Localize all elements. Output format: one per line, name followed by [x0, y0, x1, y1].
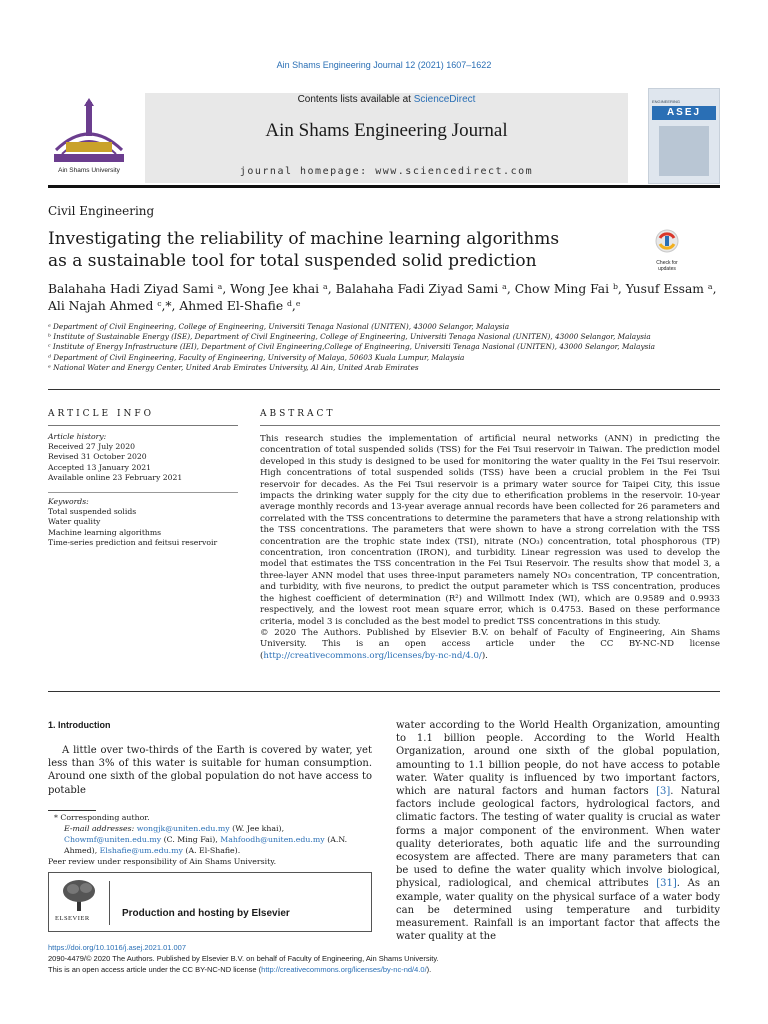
oa-tail: ).	[426, 965, 432, 974]
license-tail: ).	[481, 650, 488, 661]
citation-link[interactable]: [3]	[656, 786, 671, 798]
abstract-text: This research studies the implementation of artificial neural networks (ANN) in predicting the concentration of total suspended solids (TSS) for the Fei Tsui reservoir in Taiwan. The prediction model developed in this study is designed to be used for monitoring the water quality in the Fei Tsui reservoir. High concentrations of total suspended solids (TSS) have been a crucial problem in the Fei Tsui reservoir for decades. As the Fei Tsui reservoir is a primary water source for Taipei City, this issue impacts the drinking water supply for the city due to etherification problems in the reservoir. 10-year average monthly records and 13-year average annual records have been collected for 26 parameters and correlated with the TSS concentrations to determine the parameters that have a strong relationship with the TSS concentrations. The parameters that were shown to have a strong correlation with the TSS concentration are the trophic state index (TSI), nitrate (NO₃) concentration, total phosphorous (TP) concentration, iron concentration (IRON), and turbidity. Linear regression was used to develop the model that estimates the TSS concentration in the Fei Tsui Reservoir. The results show that model 3, a three-layer ANN model that uses three-input parameters namely NO₃ concentration, TP concentration, and turbidity, with five neurons, to predict the output parameter which is TSS concentration, produces the highest coefficient of determination (R²) and Willmott Index (WI), which are 0.9589 and 0.9933 respectively, and the lowest root mean square error, which is 0.4753. Based on these performance criteria, model 3 is concluded as the best model to predict TSS concentrations in this study.	[260, 434, 720, 627]
crossmark-icon	[648, 228, 686, 256]
history-item: Available online 23 February 2021	[48, 472, 183, 482]
email-line	[48, 823, 372, 856]
journal-title: Ain Shams Engineering Journal	[265, 120, 508, 141]
email-owner: (C. Ming Fai),	[161, 835, 221, 844]
email-link[interactable]: wongjk@uniten.edu.my	[136, 824, 230, 833]
divider	[48, 691, 720, 692]
journal-cover	[648, 88, 720, 184]
cover-image	[659, 126, 709, 176]
article-info-heading: ARTICLE INFO	[48, 409, 155, 419]
intro-text: water according to the World Health Organization, amounting to 1.1 billion people. According to the World Health Organization, around one sixth of the global population, amounting to 1.1 billion people, do not have access to potable water. Water quality is influenced by two important factors, which are natural factors and human factors	[396, 720, 720, 798]
university-logo	[46, 98, 132, 178]
email-owner: (A.N. Ahmed),	[64, 835, 348, 855]
logo-caption: Ain Shams University	[58, 167, 120, 174]
journal-reference[interactable]: Ain Shams Engineering Journal 12 (2021) 1607–1622	[276, 60, 492, 70]
email-link[interactable]: Mahfoodh@uniten.edu.my	[220, 835, 325, 844]
intro-text: . Natural factors include geological factors, hydrological factors, and climatic factors. The testing of water quality is crucial as water forms a major component of the environment. When water quality deteriorates, both aquatic life and the surrounding ecosystem are affected. There are many parameters that can be used to define the water quality which involve biological, physical, radiological, and chemical attributes	[396, 786, 721, 890]
doi-link[interactable]: https://doi.org/10.1016/j.asej.2021.01.007	[48, 943, 187, 952]
abstract-heading: ABSTRACT	[260, 409, 336, 419]
bottom-matter	[48, 942, 720, 975]
email-link[interactable]: Elshafie@um.edu.my	[99, 846, 183, 855]
corresponding-note: * Corresponding author.	[54, 813, 150, 822]
title-line-2: as a sustainable tool for total suspended solid prediction	[48, 251, 537, 271]
issn-line: 2090-4479/© 2020 The Authors. Published by Elsevier B.V. on behalf of Faculty of Engineering, Ain Shams University.	[48, 954, 439, 963]
contents-prefix: Contents lists available at	[297, 94, 414, 105]
history-item: Received 27 July 2020	[48, 442, 135, 452]
divider	[260, 425, 720, 426]
sciencedirect-link[interactable]: ScienceDirect	[413, 94, 476, 105]
footnotes	[48, 812, 372, 867]
contents-line	[145, 94, 628, 105]
license-link[interactable]: http://creativecommons.org/licenses/by-nc-nd/4.0/	[263, 650, 482, 661]
email-label: E-mail addresses:	[64, 824, 137, 833]
journal-homepage[interactable]: journal homepage: www.sciencedirect.com	[239, 166, 534, 177]
crossmark-label: Check for updates	[656, 260, 678, 272]
intro-paragraph: A little over two-thirds of the Earth is covered by water, yet less than 3% of this water is suitable for human consumption. Around one sixth of the global population do not have access to potable	[48, 745, 372, 796]
divider	[48, 492, 238, 493]
elsevier-box	[48, 872, 372, 932]
author-list	[48, 281, 720, 315]
history-label: Article history:	[48, 432, 107, 441]
keyword-item: Time-series prediction and feitsui reservoir	[48, 537, 218, 547]
affiliation-e: ᵉ National Water and Energy Center, United Arab Emirates University, Al Ain, United Arab Emirates	[48, 362, 419, 372]
elsevier-wordmark: ELSEVIER	[55, 915, 90, 922]
article-info	[48, 432, 238, 548]
keyword-item: Water quality	[48, 517, 101, 527]
peer-review-note: Peer review under responsibility of Ain Shams University.	[48, 857, 277, 866]
authors-line-2: Ali Najah Ahmed ᶜ,*, Ahmed El-Shafie ᵈ,ᵉ	[48, 299, 301, 313]
license-link[interactable]: http://creativecommons.org/licenses/by-nc-nd/4.0/	[261, 965, 427, 974]
email-link[interactable]: Chowmf@uniten.edu.my	[64, 835, 162, 844]
oa-prefix: This is an open access article under the CC BY-NC-ND license (	[48, 965, 262, 974]
affiliation-d: ᵈ Department of Civil Engineering, Faculty of Engineering, University of Malaya, 50603 Kuala Lumpur, Malaysia	[48, 352, 465, 362]
production-text: Production and hosting by Elsevier	[122, 908, 290, 919]
oa-line	[48, 964, 720, 975]
header-rule	[48, 185, 720, 188]
cover-small-text: ENGINEERING	[652, 99, 681, 104]
article-title	[48, 228, 568, 272]
email-owner: (W. Jee khai),	[229, 824, 285, 833]
body-text-left	[48, 744, 372, 797]
affiliation-b: ᵇ Institute of Sustainable Energy (ISE), Department of Civil Engineering, College of Engineering, Universiti Tenaga Nasional (UNITEN), 43000 Selangor, Malaysia	[48, 332, 651, 342]
cover-title: ASEJ	[652, 106, 716, 120]
authors-line-1: Balahaha Hadi Ziyad Sami ᵃ, Wong Jee khai ᵃ, Balahaha Fadi Ziyad Sami ᵃ, Chow Ming Fai ᵇ, Yusuf Essam ᵃ,	[48, 282, 717, 296]
section-label: Civil Engineering	[48, 204, 155, 218]
copyright-text: © 2020 The Authors. Published by Elsevier B.V. on behalf of Faculty of Engineering, Ain Shams University. This is an open access article under the CC BY-NC-ND license (	[260, 627, 720, 661]
divider	[48, 425, 238, 426]
body-text-right	[396, 719, 720, 943]
keyword-item: Machine learning algorithms	[48, 527, 162, 537]
intro-text: . As an example, water quality on the physical surface of a water body can be determined using temperature and turbidity measurement. Rainfall is an important factor that affects the water quality at the	[396, 878, 720, 943]
elsevier-tree-icon	[59, 879, 99, 913]
affiliations	[48, 322, 720, 373]
abstract-copyright	[260, 628, 720, 662]
crossmark-badge[interactable]	[648, 228, 686, 272]
history-item: Accepted 13 January 2021	[48, 462, 152, 472]
footnote-rule	[48, 810, 96, 811]
box-divider	[109, 881, 110, 925]
history-item: Revised 31 October 2020	[48, 452, 147, 462]
divider	[48, 389, 720, 390]
section-heading: 1. Introduction	[48, 720, 111, 730]
affiliation-a: ᵃ Department of Civil Engineering, College of Engineering, Universiti Tenaga Nasional (UNITEN), 43000 Selangor, Malaysia	[48, 322, 510, 331]
email-owner: (A. El-Shafie).	[182, 846, 241, 855]
affiliation-c: ᶜ Institute of Energy Infrastructure (IEI), Department of Civil Engineering,College of Engineering, Universiti Tenaga Nasional (UNITEN), 43000 Selangor, Malaysia	[48, 342, 655, 352]
citation-link[interactable]: [31]	[656, 878, 677, 890]
abstract	[260, 434, 720, 662]
title-line-1: Investigating the reliability of machine learning algorithms	[48, 229, 560, 249]
keyword-item: Total suspended solids	[48, 507, 137, 517]
keywords-label: Keywords:	[48, 497, 89, 507]
